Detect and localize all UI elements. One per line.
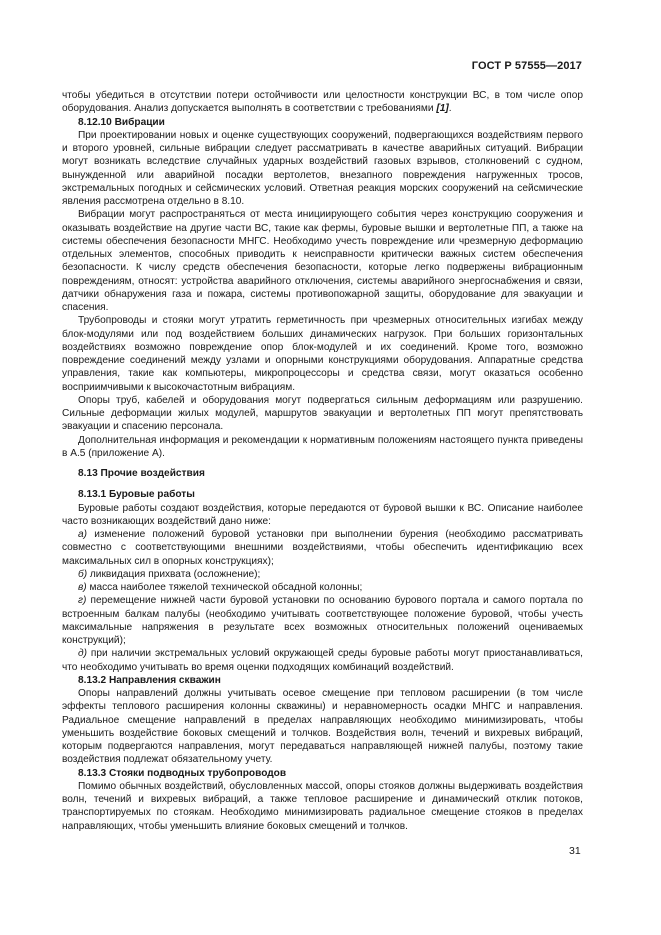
page-number: 31 [569, 845, 581, 857]
paragraph: Вибрации могут распространяться от места инициирующего события через конструкцию сооружения и оказывать воздействие на другие части ВС, такие как фермы, буровые вышки и вертолетные ПП, а также на системы обеспечения безопасности МНГС. Необходимо учесть повреждение или чрезмерную деформацию отдельных элементов, способных приводить к неисправности критически важных систем обеспечения безопасности. К числу средств обеспечения безопасности, которые легко подвержены вибрационным повреждениям, относят: устройства аварийного отключения, системы аварийного энергоснабжения и связи, датчики обнаружения газа и пожара, системы противопожарной защиты, оборудование для эвакуации и спасения. [62, 209, 583, 313]
standard-header: ГОСТ Р 57555—2017 [471, 60, 582, 72]
paragraph: Помимо обычных воздействий, обусловленных массой, опоры стояков должны выдерживать воздействия волн, течений и вихревых вибраций, а также тепловое расширение и динамический отклик потоков, транспортируемых по стоякам. Необходимо минимизировать радиальное смещение стояков в пределах направляющих, чтобы уменьшить влияние боковых смещений и толчков. [62, 780, 583, 832]
list-marker: д) [78, 648, 87, 660]
reference-link[interactable]: [1] [436, 103, 449, 115]
list-marker: а) [78, 529, 88, 540]
list-item: а) изменение положений буровой установки при выполнении бурения (необходимо рассматривать совместно с соответствующими внешними воздействиями, чтобы обеспечить идентификацию всех максимальных сил в опорных конструкциях); [62, 529, 583, 567]
paragraph: Опоры труб, кабелей и оборудования могут подвергаться сильным деформациям или разрушению. Сильные деформации жилых модулей, маршрутов эвакуации и вертолетных ПП могут препятствовать эвакуации и спасению персонала. [62, 394, 583, 433]
list-marker: б) [78, 568, 88, 580]
heading-8-13: 8.13 Прочие воздействия [78, 468, 205, 479]
paragraph: Опоры направлений должны учитывать осевое смещение при тепловом расширении (в том числе эффекты теплового расширения колонны скважины) и неравномерность осадки МНГС и направления. Радиальное смещение направлений в пределах направляющих необходимо минимизировать, чтобы уменьшить воздействие боковых смещений и толчков. Воздействия волн, течений и вихревых вибраций, которым подвергаются направления, могут передаваться направляющей нижней палубы, поэтому такие воздействия подлежат обязательному учету. [62, 688, 583, 766]
paragraph: Трубопроводы и стояки могут утратить герметичность при чрезмерных относительных изгибах между блок-модулями или под воздействием больших динамических нагрузок. При больших горизонтальных воздействиях возможно повреждение опор блок-модулей и их соединений. Кроме того, возможно повреждение соединений между узлами и опорными конструкциями оборудования. Аппаратные средства управления, такие как компьютеры, микропроцессоры и средства связи, могут оказаться особенно восприимчивыми к высокочастотным вибрациям. [62, 315, 583, 393]
list-item: в) масса наиболее тяжелой технической обсадной колонны; [78, 582, 363, 593]
continuation-paragraph: чтобы убедиться в отсутствии потери остойчивости или целостности конструкции ВС, в том числе опор оборудования. Анализ допускается выполнять в соответствии с требованиями [1]. [62, 90, 583, 115]
list-item: г) перемещение нижней части буровой установки по основанию бурового портала и самого портала по встроенным балкам палубы (необходимо учитывать соответствующее положение буровой, чтобы учесть максимальные напряжения в результате всех возможных относительных положений оцениваемых конструкций); [62, 595, 583, 646]
heading-8-13-2: 8.13.2 Направления скважин [78, 674, 221, 686]
heading-8-12-10: 8.12.10 Вибрации [78, 116, 165, 128]
paragraph: Дополнительная информация и рекомендации к нормативным положениям настоящего пункта приведены в А.5 (приложение А). [62, 434, 583, 459]
heading-8-13-3: 8.13.3 Стояки подводных трубопроводов [78, 767, 287, 779]
heading-8-13-1: 8.13.1 Буровые работы [78, 489, 195, 501]
list-marker: в) [78, 582, 87, 593]
list-item: б) ликвидация прихвата (осложнение); [78, 568, 261, 580]
paragraph: Буровые работы создают воздействия, которые передаются от буровой вышки к ВС. Описание наиболее часто возникающих воздействий дано ниже: [62, 502, 583, 527]
paragraph: При проектировании новых и оценке существующих сооружений, подвергающихся воздействиям первого и второго уровней, сильные вибрации следует рассматривать в качестве аварийных ситуаций. Вибрации могут возникать вследствие случайных ударных воздействий газовых взрывов, столкновений с судном, вынужденной или аварийной посадки вертолетов, внезапного повреждения нагруженных тросов, экстремальных погодных и сейсмических условий. Ответная реакция морских сооружений на сейсмические явления рассмотрена отдельно в 8.10. [62, 129, 583, 207]
page-body [62, 89, 583, 833]
list-marker: г) [78, 595, 87, 607]
list-item: д) при наличии экстремальных условий окружающей среды буровые работы могут приостанавливаться, что необходимо учитывать во время оценки подходящих комбинаций воздействий. [62, 648, 583, 673]
